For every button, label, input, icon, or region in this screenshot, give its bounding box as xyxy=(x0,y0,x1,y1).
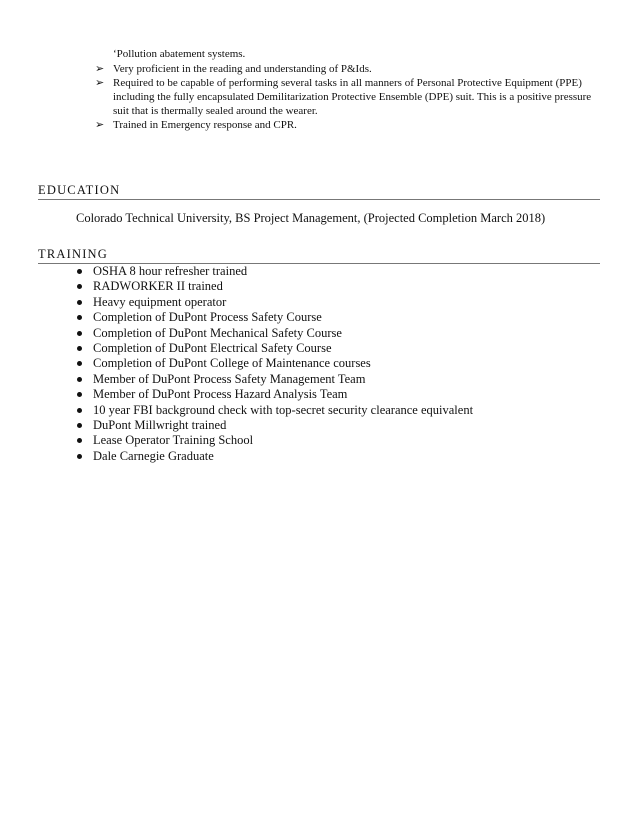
list-item-text: Heavy equipment operator xyxy=(93,294,227,309)
list-item-text: Member of DuPont Process Hazard Analysis Team xyxy=(93,387,348,402)
list-item-text: DuPont Millwright trained xyxy=(93,418,227,433)
list-item xyxy=(95,118,605,132)
arrow-bullet-icon: ➢ xyxy=(95,118,105,131)
list-item xyxy=(76,341,473,356)
list-item xyxy=(76,387,473,402)
bullet-icon xyxy=(77,408,82,413)
bullet-icon xyxy=(77,377,82,382)
list-item xyxy=(76,310,473,325)
list-item-text: Completion of DuPont Process Safety Course xyxy=(93,310,322,325)
list-item-text: Lease Operator Training School xyxy=(93,433,254,448)
arrow-bullet-icon: ➢ xyxy=(95,76,105,89)
education-heading: EDUCATION xyxy=(38,183,600,200)
list-item-text: Completion of DuPont Mechanical Safety Course xyxy=(93,325,342,340)
list-item-text: Dale Carnegie Graduate xyxy=(93,448,214,463)
list-item-text: Trained in Emergency response and CPR. xyxy=(113,119,297,131)
training-heading: TRAINING xyxy=(38,247,600,264)
list-item-text: Completion of DuPont Electrical Safety Course xyxy=(93,341,332,356)
education-entry: Colorado Technical University, BS Project Management, (Projected Completion March 2018) xyxy=(76,211,546,225)
bullet-icon xyxy=(77,454,82,459)
bullet-icon xyxy=(77,315,82,320)
list-item-text: Very proficient in the reading and understanding of P&Ids. xyxy=(113,63,372,75)
list-item xyxy=(76,433,473,448)
list-item-text: RADWORKER II trained xyxy=(93,279,223,294)
experience-duty-list xyxy=(95,62,605,132)
list-item xyxy=(76,295,473,310)
list-item xyxy=(76,403,473,418)
bullet-icon xyxy=(77,423,82,428)
list-item xyxy=(76,264,473,279)
bullet-icon xyxy=(77,392,82,397)
bullet-icon xyxy=(77,269,82,274)
continuation-line: ‘Pollution abatement systems. xyxy=(113,48,246,60)
training-list xyxy=(76,264,473,464)
list-item xyxy=(95,62,605,76)
bullet-icon xyxy=(77,331,82,336)
list-item-text: Completion of DuPont College of Maintenance courses xyxy=(93,356,371,371)
bullet-icon xyxy=(77,284,82,289)
bullet-icon xyxy=(77,300,82,305)
list-item xyxy=(95,76,605,118)
list-item xyxy=(76,449,473,464)
list-item-text: Required to be capable of performing several tasks in all manners of Personal Protective Equipment (PPE) including the fully encapsulated Demilitarization Protective Ensemble (DPE) suit. This is a positive pressure suit that is thermally sealed around the wearer. xyxy=(113,77,592,117)
list-item-text: 10 year FBI background check with top-secret security clearance equivalent xyxy=(93,402,474,417)
bullet-icon xyxy=(77,438,82,443)
list-item-text: OSHA 8 hour refresher trained xyxy=(93,264,248,278)
list-item xyxy=(76,418,473,433)
list-item xyxy=(76,372,473,387)
list-item xyxy=(76,279,473,294)
bullet-icon xyxy=(77,346,82,351)
list-item xyxy=(76,326,473,341)
arrow-bullet-icon: ➢ xyxy=(95,62,105,75)
list-item-text: Member of DuPont Process Safety Management Team xyxy=(93,371,366,386)
bullet-icon xyxy=(77,361,82,366)
list-item xyxy=(76,356,473,371)
